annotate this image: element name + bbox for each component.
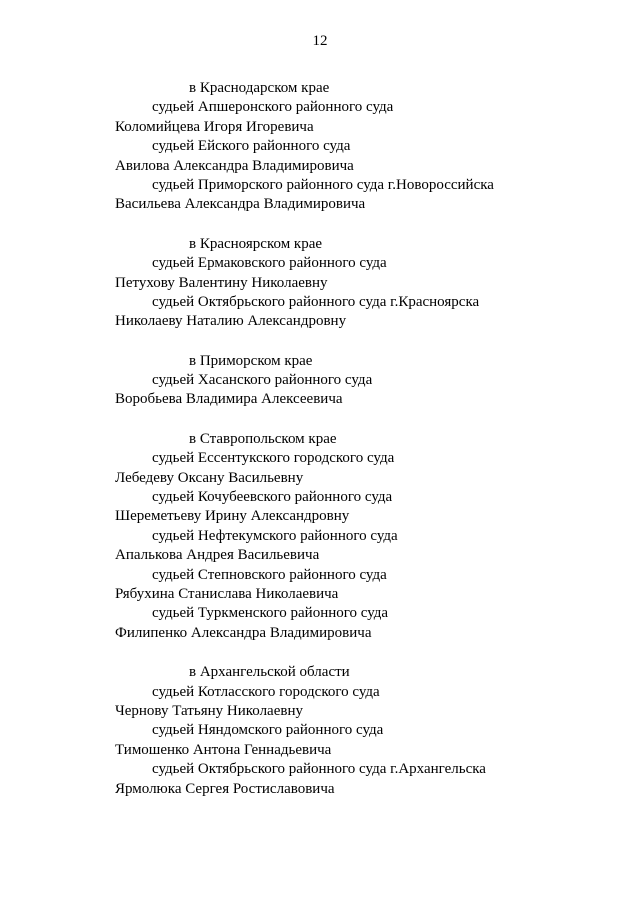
person-name: Петухову Валентину Николаевну — [115, 274, 328, 291]
court-line: судьей Октябрьского районного суда г.Архангельска — [152, 761, 486, 778]
person-name: Апалькова Андрея Васильевича — [115, 547, 320, 564]
person-name: Филипенко Александра Владимировича — [115, 624, 372, 641]
region-section — [115, 235, 615, 332]
region-section — [115, 352, 615, 410]
region-title: в Красноярском крае — [189, 235, 323, 252]
court-line: судьей Нефтекумского районного суда — [152, 527, 398, 544]
region-section — [115, 663, 615, 799]
region-section — [115, 430, 615, 643]
person-name: Чернову Татьяну Николаевну — [115, 702, 303, 719]
court-line: судьей Няндомского районного суда — [152, 722, 384, 739]
region-title: в Краснодарском крае — [189, 80, 330, 96]
region-title: в Приморском крае — [189, 352, 313, 369]
court-line: судьей Апшеронского районного суда — [152, 99, 394, 116]
region-section — [115, 79, 615, 215]
court-line: судьей Приморского районного суда г.Новороссийска — [152, 176, 494, 193]
region-title: в Ставропольском крае — [189, 430, 337, 447]
appointments-list — [115, 79, 615, 819]
court-line: судьей Ейского районного суда — [152, 138, 351, 155]
page-number: 12 — [312, 33, 328, 49]
person-name: Воробьева Владимира Алексеевича — [115, 391, 343, 408]
region-title: в Архангельской области — [189, 664, 350, 681]
person-name: Коломийцева Игоря Игоревича — [115, 118, 314, 135]
court-line: судьей Степновского районного суда — [152, 566, 387, 583]
person-name: Тимошенко Антона Геннадьевича — [115, 741, 332, 758]
person-name: Ярмолюка Сергея Ростиславовича — [115, 780, 335, 797]
court-line: судьей Ермаковского районного суда — [152, 255, 387, 272]
court-line: судьей Октябрьского районного суда г.Красноярска — [152, 293, 480, 310]
court-line: судьей Туркменского районного суда — [152, 605, 389, 622]
person-name: Авилова Александра Владимировича — [115, 157, 354, 174]
person-name: Васильева Александра Владимировича — [115, 196, 366, 213]
person-name: Шереметьеву Ирину Александровну — [115, 508, 350, 525]
person-name: Николаеву Наталию Александровну — [115, 313, 347, 330]
court-line: судьей Хасанского районного суда — [152, 372, 373, 389]
court-line: судьей Котласского городского суда — [152, 683, 380, 700]
court-line: судьей Кочубеевского районного суда — [152, 489, 393, 506]
person-name: Рябухина Станислава Николаевича — [115, 585, 339, 602]
court-line: судьей Ессентукского городского суда — [152, 450, 395, 467]
person-name: Лебедеву Оксану Васильевну — [115, 469, 304, 486]
